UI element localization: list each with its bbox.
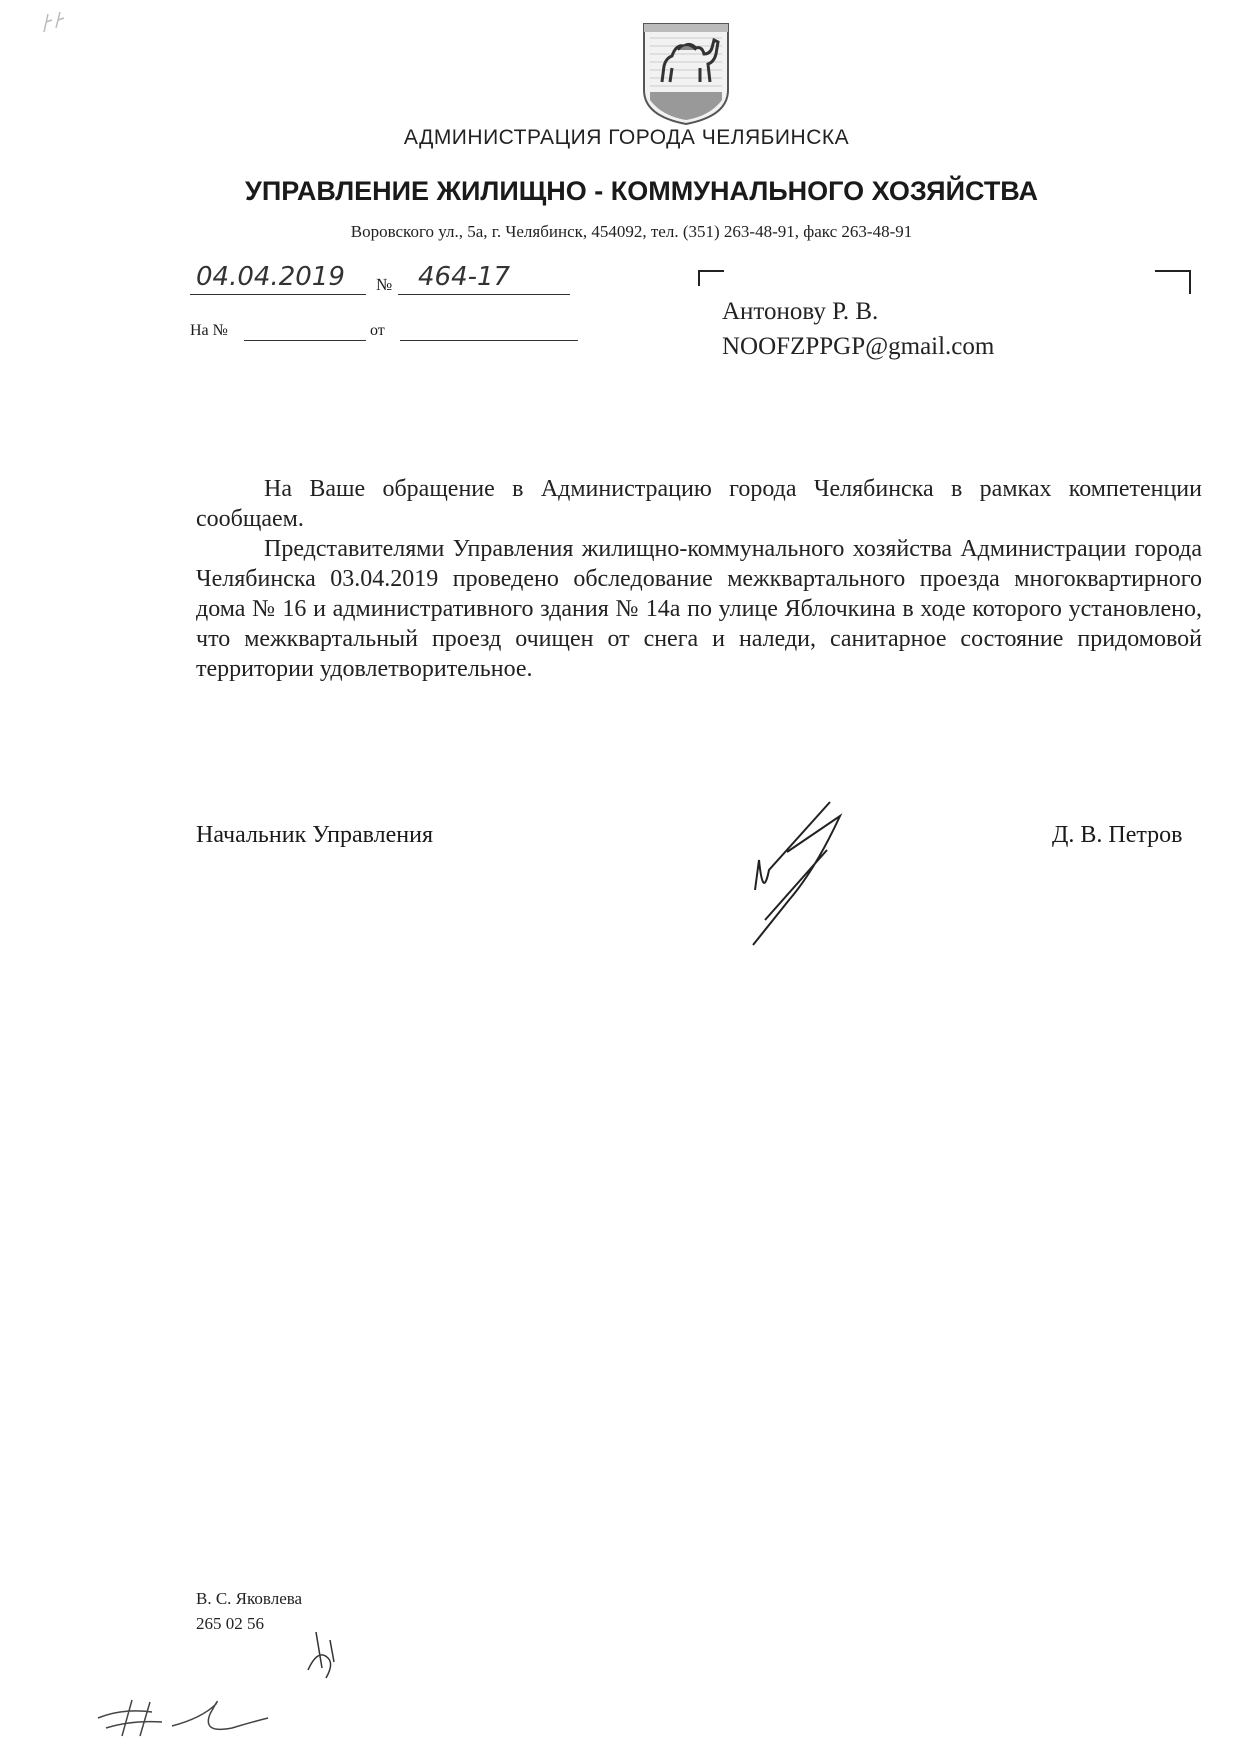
recipient-email: NOOFZPPGP@gmail.com bbox=[722, 333, 995, 360]
address-bracket-right bbox=[1155, 270, 1191, 294]
address-bracket-left bbox=[698, 270, 724, 286]
reply-from-label: от bbox=[370, 322, 385, 339]
number-underline bbox=[398, 294, 570, 295]
body-paragraph-1: На Ваше обращение в Администрацию города Челябинска в рамках компетенции сообщаем. bbox=[196, 476, 1202, 532]
handwritten-signature bbox=[735, 790, 850, 950]
chelyabinsk-coat-of-arms-icon bbox=[640, 20, 732, 126]
organization-name: АДМИНИСТРАЦИЯ ГОРОДА ЧЕЛЯБИНСКА bbox=[403, 126, 850, 149]
executor-initials-signature bbox=[298, 1628, 348, 1692]
executor-name: В. С. Яковлева bbox=[196, 1589, 303, 1608]
signer-position: Начальник Управления bbox=[196, 822, 433, 848]
department-address: Воровского ул., 5а, г. Челябинск, 454092, тел. (351) 263-48-91, факс 263-48-91 bbox=[350, 222, 913, 241]
reply-date-line bbox=[400, 340, 578, 341]
signer-name: Д. В. Петров bbox=[1052, 822, 1183, 848]
department-name: УПРАВЛЕНИЕ ЖИЛИЩНО - КОММУНАЛЬНОГО ХОЗЯЙСТВА bbox=[245, 176, 1038, 206]
approval-signature bbox=[92, 1688, 282, 1744]
recipient-block bbox=[722, 294, 994, 364]
letter-body bbox=[196, 474, 1202, 684]
reply-to-label: На № bbox=[190, 322, 228, 339]
body-paragraph-2: Представителями Управления жилищно-коммунального хозяйства Администрации города Челябинска 03.04.2019 проведено обследование межквартального проезда многоквартирного дома № 16 и административного здания № 14а по улице Яблочкина в ходе которого установлено, что межквартальный проезд очищен от снега и наледи, санитарное состояние придомовой территории удовлетворительное. bbox=[196, 536, 1202, 682]
date-underline bbox=[190, 294, 366, 295]
registration-date: 04.04.2019 bbox=[196, 262, 345, 292]
recipient-name: Антонову Р. В. bbox=[722, 298, 879, 325]
reply-reference-row bbox=[190, 322, 228, 340]
reply-number-line bbox=[244, 340, 366, 341]
registration-number: 464-17 bbox=[418, 262, 511, 292]
executor-phone: 265 02 56 bbox=[196, 1614, 264, 1633]
executor-block bbox=[196, 1586, 302, 1636]
registration-number-label: № bbox=[376, 275, 393, 294]
corner-handwritten-mark bbox=[38, 6, 88, 38]
